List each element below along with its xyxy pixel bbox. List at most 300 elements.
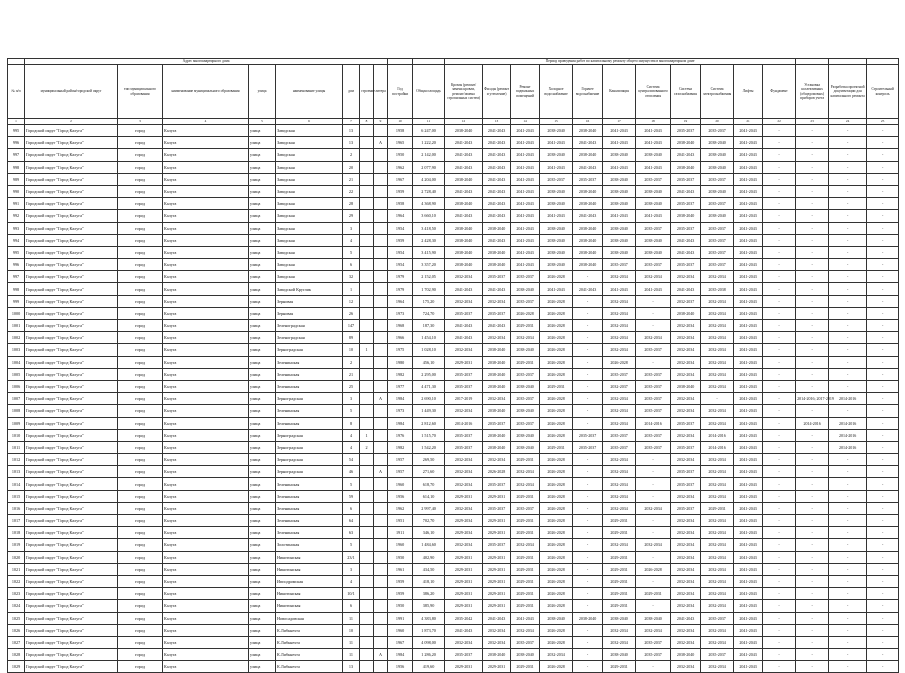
table-cell: 2029-2031 — [603, 563, 636, 575]
table-cell: - — [763, 234, 796, 246]
table-cell: 1977 — [388, 380, 413, 392]
table-cell: 1009 — [8, 417, 25, 429]
table-cell: 2017-2019 — [445, 393, 483, 405]
table-cell: - — [573, 380, 603, 392]
table-cell: 2026-2028 — [540, 393, 573, 405]
table-cell: 418,10 — [413, 575, 445, 587]
table-cell: 2035-2038 — [701, 283, 734, 295]
table-cell: улица — [249, 185, 276, 197]
table-cell: 2038-2040 — [511, 441, 540, 453]
table-cell: - — [763, 636, 796, 648]
table-cell: город — [118, 624, 163, 636]
table-cell: 1010 — [8, 429, 25, 441]
table-cell: 2026-2028 — [540, 478, 573, 490]
table-cell: - — [636, 661, 671, 673]
table-cell: 2041-2043 — [540, 137, 573, 149]
table-cell: 28 — [343, 198, 360, 210]
table-cell: город — [118, 515, 163, 527]
column-number: 10 — [388, 119, 413, 125]
table-cell: 1960 — [388, 624, 413, 636]
table-cell: 2038-2040 — [540, 149, 573, 161]
table-cell: 2035-2037 — [701, 612, 734, 624]
table-cell: - — [573, 454, 603, 466]
table-cell — [374, 149, 388, 161]
table-cell: 2029-2031 — [603, 588, 636, 600]
table-cell: - — [763, 539, 796, 551]
table-row — [8, 588, 899, 600]
table-cell: город — [118, 368, 163, 380]
table-row — [8, 149, 899, 161]
table-cell: 187,30 — [413, 320, 445, 332]
table-cell: 21 — [343, 173, 360, 185]
table-cell: 1973 — [388, 307, 413, 319]
table-cell: 2035-2037 — [445, 441, 483, 453]
table-cell: Заводская — [276, 149, 343, 161]
table-cell: 1020 — [8, 551, 25, 563]
table-cell: - — [829, 539, 867, 551]
table-cell: 2041-2043 — [511, 149, 540, 161]
table-cell: 2032-2034 — [701, 600, 734, 612]
table-cell: 2032-2034 — [701, 368, 734, 380]
table-cell: 1960 — [388, 539, 413, 551]
column-number: 22 — [763, 119, 796, 125]
table-cell: 10 — [343, 624, 360, 636]
table-cell: 1959 — [388, 185, 413, 197]
table-cell: 2032-2034 — [603, 344, 636, 356]
column-header: Лифты — [734, 65, 763, 119]
table-cell — [374, 320, 388, 332]
table-cell: город — [118, 271, 163, 283]
table-cell: 1976 — [388, 429, 413, 441]
table-cell: А — [374, 393, 388, 405]
table-cell: улица — [249, 173, 276, 185]
table-cell: 2029-2031 — [445, 551, 483, 563]
table-cell: 10 — [343, 344, 360, 356]
table-cell: - — [867, 441, 899, 453]
table-cell: - — [867, 246, 899, 258]
table-cell: Городской округ "Город Калуга" — [25, 417, 118, 429]
table-cell: 702,70 — [413, 515, 445, 527]
table-cell: 175,20 — [413, 295, 445, 307]
table-cell: 12 — [343, 295, 360, 307]
column-number: 15 — [540, 119, 573, 125]
table-cell: - — [867, 344, 899, 356]
table-cell: 2041-2043 — [511, 222, 540, 234]
table-cell — [374, 575, 388, 587]
table-cell: - — [763, 283, 796, 295]
table-cell: 724,70 — [413, 307, 445, 319]
table-cell: - — [573, 624, 603, 636]
table-cell: улица — [249, 527, 276, 539]
table-cell: 2032-2034 — [511, 466, 540, 478]
table-cell: 2041-2043 — [483, 149, 511, 161]
table-cell: Городской округ "Город Калуга" — [25, 624, 118, 636]
table-cell: 2035-2037 — [445, 649, 483, 661]
table-cell: город — [118, 380, 163, 392]
table-cell: 2041-2043 — [734, 429, 763, 441]
table-cell: Зеленинская — [276, 368, 343, 380]
table-cell: Заводская — [276, 246, 343, 258]
table-cell: Калуга — [163, 283, 249, 295]
table-cell: 1979 — [388, 271, 413, 283]
table-cell: 2029-2031 — [603, 575, 636, 587]
table-cell: А — [374, 649, 388, 661]
table-cell: - — [636, 466, 671, 478]
table-cell — [360, 149, 374, 161]
table-cell: - — [796, 161, 829, 173]
table-cell: 5 — [343, 539, 360, 551]
table-cell: улица — [249, 600, 276, 612]
table-cell: 2032-2034 — [701, 380, 734, 392]
table-cell: город — [118, 441, 163, 453]
table-cell: 2035-2037 — [671, 125, 701, 137]
table-cell: - — [796, 137, 829, 149]
column-number: 25 — [867, 119, 899, 125]
table-row — [8, 563, 899, 575]
table-cell: - — [867, 234, 899, 246]
table-cell: 385,90 — [413, 600, 445, 612]
table-cell: - — [867, 563, 899, 575]
table-cell: - — [829, 636, 867, 648]
table-cell: 2038-2040 — [483, 344, 511, 356]
table-cell: Калуга — [163, 429, 249, 441]
table-row — [8, 125, 899, 137]
table-row — [8, 454, 899, 466]
table-cell: 2041-2043 — [734, 332, 763, 344]
table-cell: 1 873,70 — [413, 624, 445, 636]
table-cell: 13 — [343, 137, 360, 149]
table-cell: Зеленинская — [276, 356, 343, 368]
table-cell: 2041-2043 — [603, 283, 636, 295]
table-cell: 2032-2034 — [701, 527, 734, 539]
table-cell: 2038-2040 — [603, 149, 636, 161]
table-cell: - — [763, 380, 796, 392]
table-cell: Калуга — [163, 125, 249, 137]
table-cell: 4 — [343, 441, 360, 453]
table-row — [8, 246, 899, 258]
table-cell: 2035-2037 — [636, 173, 671, 185]
table-cell: Калуга — [163, 185, 249, 197]
table-cell: 2029-2031 — [483, 661, 511, 673]
table-row — [8, 551, 899, 563]
table-cell: 2041-2043 — [445, 149, 483, 161]
table-cell: 2041-2043 — [734, 600, 763, 612]
table-cell: 147 — [343, 320, 360, 332]
table-cell: - — [867, 539, 899, 551]
table-cell: улица — [249, 271, 276, 283]
table-cell: улица — [249, 466, 276, 478]
table-cell — [374, 380, 388, 392]
table-row — [8, 356, 899, 368]
table-cell — [374, 429, 388, 441]
table-cell — [360, 612, 374, 624]
table-row — [8, 222, 899, 234]
table-cell: Заводская — [276, 137, 343, 149]
table-cell: 2029-2031 — [511, 515, 540, 527]
table-cell: 2032-2034 — [445, 454, 483, 466]
table-cell: - — [867, 454, 899, 466]
table-row — [8, 161, 899, 173]
table-cell: 2041-2043 — [511, 185, 540, 197]
table-cell: 2038-2040 — [603, 185, 636, 197]
table-row — [8, 405, 899, 417]
table-cell: - — [573, 417, 603, 429]
table-cell: 2029-2031 — [483, 551, 511, 563]
table-cell: 2038-2040 — [445, 222, 483, 234]
table-cell — [360, 417, 374, 429]
table-cell: 2035-2037 — [511, 295, 540, 307]
table-cell: 2 728,40 — [413, 185, 445, 197]
table-cell: - — [763, 185, 796, 197]
table-cell: 614,10 — [413, 490, 445, 502]
table-cell: 2041-2043 — [483, 283, 511, 295]
table-cell: 2032-2034 — [445, 478, 483, 490]
table-cell: Зеленинская — [276, 380, 343, 392]
table-cell: 2038-2040 — [511, 283, 540, 295]
table-cell: 2032-2034 — [701, 563, 734, 575]
table-cell: - — [573, 405, 603, 417]
table-cell: Калуга — [163, 441, 249, 453]
table-cell: улица — [249, 502, 276, 514]
table-row — [8, 368, 899, 380]
table-cell: 2029-2031 — [511, 454, 540, 466]
table-cell: 2032-2034 — [671, 624, 701, 636]
table-cell: 1016 — [8, 502, 25, 514]
table-cell: 2035-2037 — [636, 259, 671, 271]
table-cell: 2032-2034 — [540, 649, 573, 661]
table-cell: улица — [249, 563, 276, 575]
table-cell: город — [118, 454, 163, 466]
table-cell: 2038-2040 — [603, 222, 636, 234]
table-cell: 2026-2028 — [540, 624, 573, 636]
table-cell: 1 515,70 — [413, 429, 445, 441]
table-cell: К.Либкнехта — [276, 636, 343, 648]
table-cell: 11 — [343, 649, 360, 661]
table-cell: 1 454,10 — [413, 332, 445, 344]
table-cell: 6 247,00 — [413, 125, 445, 137]
table-cell: Городской округ "Город Калуга" — [25, 344, 118, 356]
table-cell: город — [118, 600, 163, 612]
table-cell: Заводская — [276, 125, 343, 137]
table-cell: - — [573, 332, 603, 344]
table-cell: 2029-2031 — [511, 600, 540, 612]
table-cell: 2041-2043 — [734, 454, 763, 466]
table-cell: 2035-2037 — [636, 344, 671, 356]
table-cell: - — [829, 588, 867, 600]
table-cell: - — [867, 502, 899, 514]
table-cell: 2032-2034 — [701, 588, 734, 600]
table-cell — [374, 636, 388, 648]
table-cell: 2041-2043 — [636, 161, 671, 173]
table-cell: А — [374, 137, 388, 149]
table-row — [8, 185, 899, 197]
table-cell: 2038-2040 — [701, 149, 734, 161]
table-cell: - — [796, 441, 829, 453]
table-cell: 2041-2043 — [734, 612, 763, 624]
table-cell: 1950 — [388, 600, 413, 612]
table-cell: - — [796, 368, 829, 380]
table-cell: 2041-2043 — [483, 185, 511, 197]
table-cell: - — [573, 356, 603, 368]
table-cell: 2029-2031 — [445, 356, 483, 368]
table-cell — [374, 161, 388, 173]
table-cell: 1984 — [388, 649, 413, 661]
table-cell: 2014-2016 — [829, 441, 867, 453]
table-cell: - — [573, 307, 603, 319]
table-cell: 2035-2037 — [483, 271, 511, 283]
table-cell: 1002 — [8, 332, 25, 344]
table-cell: - — [796, 405, 829, 417]
column-header: наименование муниципального образования — [163, 65, 249, 119]
table-cell: - — [796, 234, 829, 246]
table-cell: 2038-2040 — [573, 222, 603, 234]
table-cell: Никитинская — [276, 588, 343, 600]
table-cell: 2038-2040 — [483, 259, 511, 271]
table-cell: 2029-2031 — [445, 575, 483, 587]
table-cell: 1024 — [8, 600, 25, 612]
table-cell: 2032-2034 — [701, 466, 734, 478]
table-cell: 1025 — [8, 612, 25, 624]
table-row — [8, 320, 899, 332]
table-cell: 2035-2037 — [671, 502, 701, 514]
table-row — [8, 429, 899, 441]
table-cell: - — [867, 417, 899, 429]
table-cell: Городской округ "Город Калуга" — [25, 307, 118, 319]
table-cell: 1 449,30 — [413, 405, 445, 417]
table-cell: 2026-2028 — [540, 405, 573, 417]
table-cell: - — [763, 344, 796, 356]
column-header: Ремонт подвальных помещений — [511, 65, 540, 119]
table-cell: 2035-2037 — [603, 368, 636, 380]
table-cell: 2038-2040 — [603, 246, 636, 258]
table-cell: 4 471,30 — [413, 380, 445, 392]
table-cell: 2032-2034 — [671, 356, 701, 368]
table-cell: - — [763, 259, 796, 271]
column-number: 4 — [163, 119, 249, 125]
table-cell: - — [867, 198, 899, 210]
table-cell: - — [573, 320, 603, 332]
table-cell: 2035-2037 — [445, 429, 483, 441]
table-cell — [360, 137, 374, 149]
table-cell: Зерноградская — [276, 393, 343, 405]
table-cell: 2035-2037 — [573, 441, 603, 453]
table-cell: 2029-2031 — [483, 515, 511, 527]
table-cell: 2035-2037 — [671, 222, 701, 234]
table-cell: Заводская — [276, 234, 343, 246]
table-cell: - — [636, 490, 671, 502]
column-number: 20 — [701, 119, 734, 125]
table-cell: 2041-2043 — [734, 380, 763, 392]
table-cell: - — [829, 295, 867, 307]
table-cell: 2032-2034 — [636, 539, 671, 551]
table-cell: 2038-2040 — [573, 259, 603, 271]
table-cell: - — [573, 649, 603, 661]
table-cell: 5 — [343, 405, 360, 417]
table-cell: - — [763, 405, 796, 417]
table-cell: 6 — [343, 502, 360, 514]
table-cell: - — [763, 368, 796, 380]
table-cell: город — [118, 137, 163, 149]
table-cell: 2 077,90 — [413, 161, 445, 173]
table-cell: Городской округ "Город Калуга" — [25, 575, 118, 587]
table-cell: 2038-2040 — [573, 149, 603, 161]
table-cell: - — [796, 283, 829, 295]
table-cell: - — [829, 283, 867, 295]
table-cell: Калуга — [163, 137, 249, 149]
table-cell: 2026-2028 — [603, 356, 636, 368]
table-cell — [374, 283, 388, 295]
table-cell: - — [829, 502, 867, 514]
table-cell: 2 142,00 — [413, 149, 445, 161]
column-header: Строительный контроль — [867, 65, 899, 119]
table-cell: 2035-2037 — [603, 429, 636, 441]
table-cell: 2035-2037 — [671, 478, 701, 490]
table-cell: 5 — [343, 478, 360, 490]
table-cell: 2041-2043 — [540, 210, 573, 222]
column-number: 13 — [483, 119, 511, 125]
table-cell: Калуга — [163, 454, 249, 466]
table-cell: 2041-2043 — [734, 320, 763, 332]
table-cell: 2035-2037 — [573, 429, 603, 441]
table-row — [8, 490, 899, 502]
table-cell: 2035-2037 — [483, 417, 511, 429]
table-cell: 21 — [343, 368, 360, 380]
table-cell: 2038-2040 — [483, 405, 511, 417]
table-cell — [374, 539, 388, 551]
table-cell: 2032-2034 — [701, 295, 734, 307]
table-cell — [360, 661, 374, 673]
table-cell: Городской округ "Город Калуга" — [25, 636, 118, 648]
table-cell: 2038-2040 — [445, 246, 483, 258]
table-cell: 2035-2037 — [540, 173, 573, 185]
table-cell — [360, 198, 374, 210]
table-cell: Городской округ "Город Калуга" — [25, 490, 118, 502]
table-cell — [360, 246, 374, 258]
table-cell: Городской округ "Город Калуга" — [25, 454, 118, 466]
table-cell: - — [636, 515, 671, 527]
table-cell: - — [763, 307, 796, 319]
table-cell: - — [796, 551, 829, 563]
table-cell: 2026-2028 — [540, 490, 573, 502]
table-cell: 2032-2034 — [671, 600, 701, 612]
table-cell: - — [763, 356, 796, 368]
table-cell: Городской округ "Город Калуга" — [25, 502, 118, 514]
table-cell: 1957 — [388, 466, 413, 478]
table-cell: 2038-2040 — [671, 380, 701, 392]
table-cell: 2032-2034 — [483, 332, 511, 344]
table-cell: 2014-2016 — [829, 393, 867, 405]
table-cell: город — [118, 502, 163, 514]
table-cell — [360, 649, 374, 661]
table-cell: - — [829, 271, 867, 283]
table-cell: улица — [249, 380, 276, 392]
table-cell — [360, 624, 374, 636]
table-cell: 2038-2040 — [636, 234, 671, 246]
table-cell: - — [763, 490, 796, 502]
table-cell: - — [763, 575, 796, 587]
table-cell: Городской округ "Город Калуга" — [25, 283, 118, 295]
table-cell: - — [867, 259, 899, 271]
table-cell: - — [763, 527, 796, 539]
table-cell: - — [763, 588, 796, 600]
table-cell: Калуга — [163, 575, 249, 587]
table-cell: - — [829, 307, 867, 319]
table-cell: 2038-2040 — [483, 429, 511, 441]
table-cell: 2038-2040 — [483, 649, 511, 661]
table-cell: Городской округ "Город Калуга" — [25, 271, 118, 283]
table-cell: 2038-2040 — [483, 368, 511, 380]
table-cell: 2032-2034 — [701, 661, 734, 673]
